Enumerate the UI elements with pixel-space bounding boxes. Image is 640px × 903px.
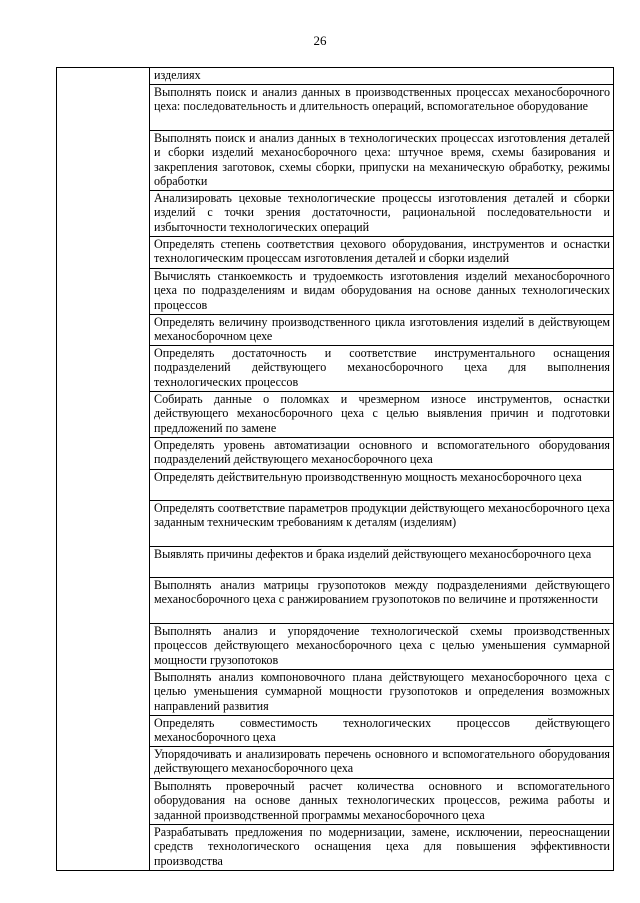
cell-text: Вычислять станкоемкость и трудоемкость изготовления изделий механосборочного цеха по подразделениям и видам оборудования на основе данных технологических процессов <box>154 269 610 312</box>
cell-text: Выполнять анализ и упорядочение технологической схемы производственных процессов действующего механосборочного цеха с целью уменьшения суммарной мощности грузопотоков <box>154 624 610 667</box>
cell-text: Выполнять анализ матрицы грузопотоков между подразделениями действующего механосборочного цеха с ранжированием грузопотоков по величине и протяженности <box>154 578 610 607</box>
table-cell <box>150 779 614 825</box>
cell-text: Определять уровень автоматизации основного и вспомогательного оборудования подразделений действующего механосборочного цеха <box>154 438 610 467</box>
requirements-table <box>56 67 614 871</box>
table-cell <box>150 670 614 716</box>
table-cell <box>150 547 614 578</box>
table-cell <box>150 470 614 501</box>
table-cell <box>150 191 614 237</box>
cell-text: Определять степень соответствия цехового оборудования, инструментов и оснастки технологическим процессам изготовления деталей и сборки изделий <box>154 237 610 266</box>
cell-text: изделиях <box>154 68 201 82</box>
table-cell <box>150 747 614 779</box>
cell-text: Упорядочивать и анализировать перечень основного и вспомогательного оборудования действующего механосборочного цеха <box>154 747 610 776</box>
table-cell <box>150 346 614 392</box>
cell-text: Выполнять поиск и анализ данных в производственных процессах механосборочного цеха: последовательность и длительность операций, вспомогательное оборудование <box>154 85 610 114</box>
table-cell <box>150 85 614 131</box>
cell-text: Выявлять причины дефектов и брака изделий действующего механосборочного цеха <box>154 547 592 561</box>
table-cell <box>150 237 614 269</box>
cell-text: Определять совместимость технологических процессов действующего механосборочного цеха <box>154 716 610 745</box>
cell-text: Определять достаточность и соответствие инструментального оснащения подразделений действующего механосборочного цеха для выполнения технологических процессов <box>154 346 610 389</box>
table-row <box>57 68 614 85</box>
table-cell <box>150 716 614 747</box>
table-cell <box>150 392 614 438</box>
table-cell <box>150 269 614 315</box>
table-cell <box>150 68 614 85</box>
cell-text: Собирать данные о поломках и чрезмерном износе инструментов, оснастки действующего механосборочного цеха с целью выявления причин и подготовки предложений по замене <box>154 392 610 435</box>
table-cell <box>150 501 614 547</box>
cell-text: Выполнять анализ компоновочного плана действующего механосборочного цеха с целью уменьшения суммарной мощности грузопотоков и определения возможных направлений развития <box>154 670 610 713</box>
cell-text: Определять величину производственного цикла изготовления изделий в действующем механосборочном цехе <box>154 315 610 344</box>
cell-text: Выполнять поиск и анализ данных в технологических процессах изготовления деталей и сборки изделий механосборочного цеха: штучное время, схемы базирования и закрепления заготовок, схемы сборки, припуски на механическую обработку, режимы обработки <box>154 131 610 188</box>
table-cell <box>150 131 614 191</box>
cell-text: Разрабатывать предложения по модернизации, замене, исключении, переоснащении средств технологического оснащения цеха для повышения эффективности производства <box>154 825 610 868</box>
table-cell <box>150 438 614 470</box>
table-cell <box>150 578 614 624</box>
cell-text: Анализировать цеховые технологические процессы изготовления деталей и сборки изделий с точки зрения достаточности, рациональной последовательности и избыточности технологических операций <box>154 191 610 234</box>
table-cell <box>150 825 614 871</box>
cell-text: Определять действительную производственную мощность механосборочного цеха <box>154 470 582 484</box>
cell-text: Выполнять проверочный расчет количества основного и вспомогательного оборудования на основе данных технологических процессов, режима работы и заданной производственной программы механосборочного цеха <box>154 779 610 822</box>
cell-text: Определять соответствие параметров продукции действующего механосборочного цеха заданным техническим требованиям к деталям (изделиям) <box>154 501 610 530</box>
page-number: 26 <box>313 33 327 48</box>
left-column-cell <box>57 68 150 871</box>
table-cell <box>150 624 614 670</box>
table-cell <box>150 315 614 346</box>
